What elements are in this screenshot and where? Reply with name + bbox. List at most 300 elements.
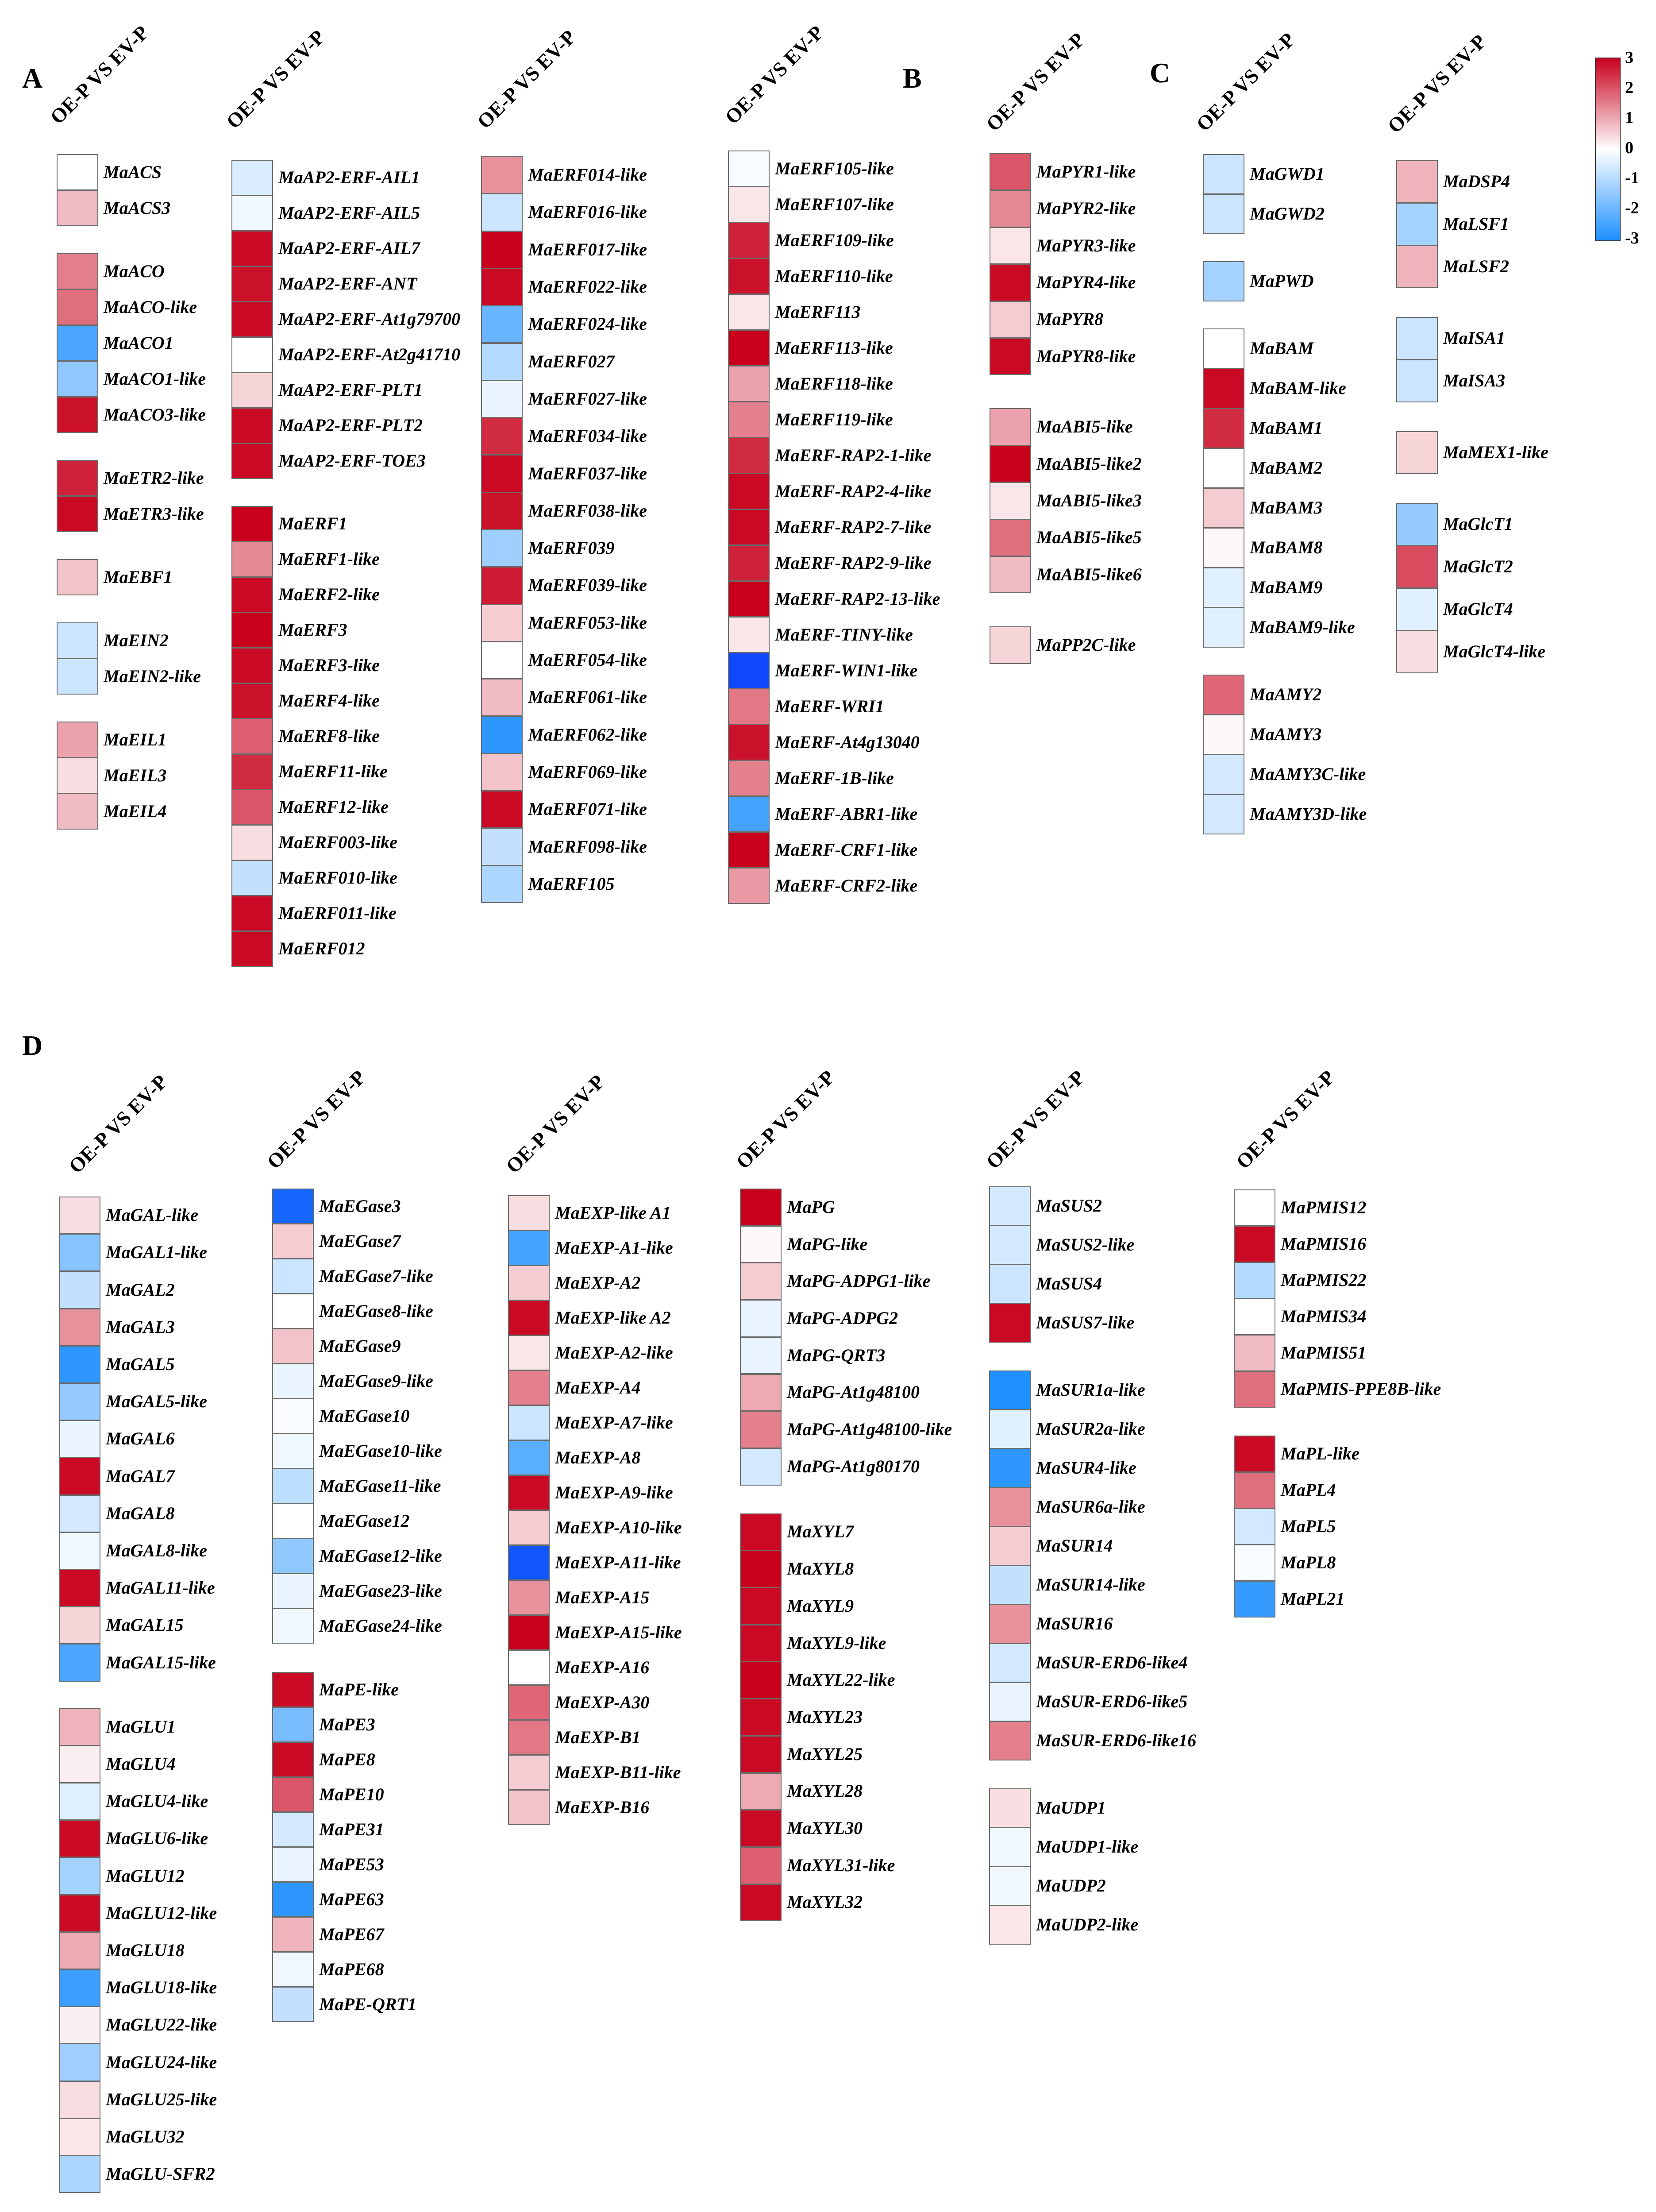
gene-label: MaEBF1 (104, 567, 173, 587)
gene-label: MaERF034-like (528, 426, 647, 446)
heatmap-cell (481, 679, 523, 716)
heatmap-cell (481, 716, 523, 754)
gene-label: MaEGase7-like (319, 1266, 433, 1286)
legend-tick: 0 (1625, 139, 1633, 157)
gene-label: MaPG (787, 1197, 835, 1217)
heatmap-cell (59, 1234, 100, 1271)
heatmap-cell (1203, 368, 1244, 409)
gene-label: MaPE31 (319, 1819, 384, 1839)
heatmap-cell (1396, 160, 1438, 203)
heatmap-cell (989, 1303, 1031, 1343)
heatmap-cell (272, 1224, 314, 1259)
gene-label: MaEGase12 (319, 1510, 410, 1531)
gene-label: MaGlcT2 (1443, 556, 1513, 576)
gene-label: MaERF119-like (775, 409, 893, 429)
gene-label: MaXYL7 (787, 1521, 854, 1542)
gene-label: MaERF022-like (528, 277, 647, 297)
heatmap-cell (481, 268, 523, 306)
gene-label: MaACO1-like (104, 368, 206, 389)
gene-label: MaXYL23 (787, 1706, 863, 1727)
gene-label: MaUDP2 (1036, 1876, 1106, 1895)
gene-label: MaGLU-SFR2 (106, 2164, 215, 2184)
column-header: OE-P VS EV-P (222, 25, 329, 133)
gene-label: MaPE3 (319, 1714, 375, 1734)
gene-label: MaERF-WRI1 (775, 696, 884, 716)
gene-label: MaBAM-like (1250, 378, 1346, 398)
heatmap-cell (272, 1987, 314, 2022)
gene-label: MaETR3-like (104, 503, 204, 524)
heatmap-cell (728, 222, 770, 259)
heatmap-cell (272, 1189, 314, 1224)
gene-label: MaEXP-A15 (555, 1587, 650, 1607)
heatmap-cell (990, 408, 1031, 445)
heatmap-cell (59, 2043, 100, 2081)
heatmap-cell (59, 1309, 100, 1346)
heatmap-cell (481, 529, 523, 567)
gene-label: MaERF053-like (528, 612, 647, 633)
heatmap-cell (272, 1917, 314, 1952)
heatmap-cell (989, 1186, 1031, 1226)
gene-label: MaEGase10 (319, 1405, 410, 1426)
gene-label: MaERF027 (528, 351, 615, 371)
heatmap-cell (57, 559, 98, 595)
gene-label: MaEXP-A4 (555, 1377, 641, 1397)
heatmap-cell (740, 1513, 782, 1551)
heatmap-cell (990, 264, 1031, 301)
heatmap-cell (59, 1606, 100, 1644)
column-header: OE-P VS EV-P (64, 1070, 172, 1178)
gene-label: MaERF024-like (528, 314, 647, 334)
heatmap-cell (508, 1370, 550, 1405)
column-header: OE-P VS EV-P (1383, 30, 1490, 138)
gene-label: MaPG-ADPG2 (787, 1308, 898, 1328)
gene-label: MaGAL1-like (106, 1242, 207, 1262)
heatmap-cell (728, 617, 770, 653)
heatmap-cell (1234, 1544, 1275, 1581)
gene-label: MaBAM8 (1250, 537, 1323, 557)
heatmap-cell (272, 1468, 314, 1504)
gene-label: MaABI5-like (1036, 417, 1133, 437)
gene-label: MaBAM2 (1250, 458, 1323, 478)
heatmap-cell (989, 1409, 1031, 1449)
heatmap-cell (1203, 408, 1244, 448)
heatmap-cell (508, 1405, 550, 1440)
gene-label: MaUDP1-like (1036, 1837, 1139, 1857)
heatmap-cell (57, 361, 98, 397)
heatmap-cell (272, 1433, 314, 1469)
heatmap-cell (231, 718, 273, 754)
gene-label: MaPE8 (319, 1749, 375, 1769)
gene-label: MaSUR14 (1036, 1536, 1113, 1556)
gene-label: MaSUR-ERD6-like5 (1036, 1691, 1188, 1711)
gene-label: MaGAL8 (106, 1503, 175, 1523)
heatmap-cell (272, 1538, 314, 1574)
heatmap-cell (728, 868, 770, 904)
heatmap-cell (57, 190, 98, 226)
heatmap-cell (272, 1398, 314, 1434)
gene-label: MaPMIS-PPE8B-like (1281, 1379, 1441, 1399)
gene-label: MaEGase9-like (319, 1370, 433, 1391)
heatmap-cell (1396, 588, 1438, 631)
gene-label: MaPE-QRT1 (319, 1994, 416, 2014)
gene-label: MaSUR6a-like (1036, 1497, 1145, 1517)
gene-label: MaERF109-like (775, 230, 894, 250)
heatmap-cell (57, 154, 98, 190)
heatmap-cell (1234, 1436, 1275, 1472)
heatmap-cell (59, 1197, 100, 1234)
heatmap-cell (1234, 1472, 1275, 1509)
heatmap-cell (728, 832, 770, 868)
heatmap-cell (740, 1847, 782, 1884)
heatmap-cell (59, 1532, 100, 1570)
heatmap-cell (1203, 261, 1244, 301)
heatmap-cell (272, 1952, 314, 1987)
gene-label: MaERF113-like (775, 337, 893, 358)
gene-label: MaPG-QRT3 (787, 1345, 886, 1365)
heatmap-cell (481, 567, 523, 604)
gene-label: MaERF-CRF1-like (775, 839, 918, 860)
gene-label: MaGAL5-like (106, 1391, 207, 1412)
heatmap-cell (272, 1812, 314, 1847)
gene-label: MaEGase10-like (319, 1440, 442, 1461)
gene-label: MaEXP-A7-like (555, 1412, 673, 1432)
legend-tick: -3 (1625, 229, 1639, 247)
color-scale-legend (1595, 58, 1621, 241)
heatmap-cell (272, 1742, 314, 1777)
heatmap-cell (481, 753, 523, 791)
heatmap-cell (231, 541, 273, 577)
heatmap-cell (728, 366, 770, 402)
gene-label: MaAMY3C-like (1250, 764, 1366, 784)
heatmap-cell (1234, 1298, 1275, 1335)
gene-label: MaBAM1 (1250, 418, 1323, 438)
gene-label: MaEGase12-like (319, 1545, 442, 1566)
heatmap-cell (231, 337, 273, 373)
heatmap-cell (728, 724, 770, 760)
heatmap-cell (740, 1699, 782, 1736)
heatmap-cell (740, 1374, 782, 1412)
heatmap-cell (989, 1225, 1031, 1265)
heatmap-cell (508, 1475, 550, 1510)
heatmap-cell (508, 1335, 550, 1370)
gene-label: MaSUR1a-like (1036, 1380, 1145, 1400)
heatmap-cell (59, 1383, 100, 1421)
gene-label: MaERF-ABR1-like (775, 803, 918, 824)
heatmap-cell (508, 1650, 550, 1685)
heatmap-cell (481, 156, 523, 194)
gene-label: MaPMIS12 (1281, 1197, 1367, 1217)
heatmap-cell (272, 1777, 314, 1812)
gene-label: MaXYL25 (787, 1744, 863, 1764)
heatmap-cell (1234, 1226, 1275, 1262)
heatmap-cell (1203, 154, 1244, 194)
gene-label: MaPYR2-like (1036, 198, 1136, 219)
gene-label: MaERF110-like (775, 266, 893, 286)
heatmap-cell (481, 641, 523, 679)
gene-label: MaERF11-like (278, 761, 388, 781)
gene-label: MaGlcT1 (1443, 514, 1513, 534)
heatmap-cell (59, 1495, 100, 1533)
gene-label: MaGWD2 (1250, 204, 1325, 224)
gene-label: MaERF062-like (528, 724, 647, 745)
heatmap-cell (1396, 203, 1438, 246)
gene-label: MaEXP-B11-like (555, 1762, 681, 1782)
gene-label: MaABI5-like6 (1036, 564, 1142, 584)
gene-label: MaERF039-like (528, 575, 647, 595)
gene-label: MaERF105 (528, 873, 615, 894)
heatmap-cell (989, 1866, 1031, 1906)
panel-label-b: B (903, 62, 922, 94)
gene-label: MaEXP-A11-like (555, 1552, 681, 1572)
gene-label: MaPE63 (319, 1889, 384, 1909)
heatmap-cell (989, 1565, 1031, 1605)
heatmap-cell (990, 626, 1031, 664)
heatmap-cell (231, 160, 273, 196)
gene-label: MaSUS2-like (1036, 1235, 1135, 1255)
column-header: OE-P VS EV-P (982, 1065, 1089, 1174)
gene-label: MaGLU12 (106, 1865, 185, 1886)
gene-label: MaEXP-B16 (555, 1797, 650, 1817)
heatmap-cell (231, 825, 273, 861)
gene-label: MaERF118-like (775, 373, 893, 394)
gene-label: MaEXP-A16 (555, 1657, 650, 1677)
heatmap-cell (990, 153, 1031, 190)
gene-label: MaGAL15-like (106, 1652, 216, 1672)
gene-label: MaGAL-like (106, 1205, 198, 1225)
legend-tick: -1 (1625, 169, 1639, 187)
gene-label: MaPMIS34 (1281, 1306, 1367, 1326)
gene-label: MaAP2-ERF-AIL5 (278, 203, 420, 223)
gene-label: MaACS (104, 162, 162, 182)
heatmap-cell (740, 1337, 782, 1374)
legend-tick: 3 (1625, 48, 1633, 67)
gene-label: MaACO (104, 261, 165, 281)
gene-label: MaSUS2 (1036, 1196, 1102, 1216)
gene-label: MaERF-RAP2-9-like (775, 552, 932, 573)
heatmap-cell (1234, 1371, 1275, 1408)
gene-label: MaAP2-ERF-At1g79700 (278, 309, 461, 329)
gene-label: MaGLU25-like (106, 2089, 217, 2109)
heatmap-cell (57, 496, 98, 532)
gene-label: MaERF12-like (278, 797, 389, 817)
gene-label: MaSUR-ERD6-like4 (1036, 1652, 1188, 1672)
heatmap-cell (59, 1745, 100, 1783)
heatmap-cell (481, 193, 523, 231)
panel-label-c: C (1150, 57, 1171, 89)
gene-label: MaAMY2 (1250, 684, 1322, 704)
gene-label: MaERF-At4g13040 (775, 732, 920, 752)
heatmap-cell (59, 1644, 100, 1681)
heatmap-cell (740, 1550, 782, 1588)
heatmap-cell (728, 186, 770, 223)
gene-label: MaEXP-A2 (555, 1272, 641, 1293)
gene-label: MaEXP-A10-like (555, 1517, 682, 1537)
heatmap-cell (272, 1363, 314, 1399)
heatmap-cell (1234, 1335, 1275, 1371)
gene-label: MaGLU32 (106, 2126, 185, 2146)
panel-label-a: A (22, 62, 43, 94)
gene-label: MaEXP-B1 (555, 1727, 641, 1747)
heatmap-cell (481, 604, 523, 642)
gene-label: MaBAM9 (1250, 577, 1323, 597)
gene-label: MaEXP-A1-like (555, 1237, 673, 1258)
heatmap-cell (1203, 675, 1244, 715)
gene-label: MaBAM9-like (1250, 617, 1355, 637)
heatmap-cell (990, 556, 1031, 593)
gene-label: MaERF1-like (278, 549, 380, 569)
gene-label: MaPE67 (319, 1924, 384, 1944)
heatmap-cell (59, 1569, 100, 1607)
legend-tick: 2 (1625, 78, 1633, 97)
heatmap-cell (231, 754, 273, 790)
gene-label: MaISA3 (1443, 371, 1506, 390)
heatmap-cell (1203, 754, 1244, 795)
gene-label: MaPE53 (319, 1854, 384, 1874)
gene-label: MaEGase8-like (319, 1301, 433, 1321)
gene-label: MaEXP-like A2 (555, 1307, 671, 1328)
heatmap-cell (481, 828, 523, 865)
heatmap-cell (1203, 607, 1244, 648)
column-header: OE-P VS EV-P (46, 21, 153, 129)
heatmap-cell (272, 1847, 314, 1882)
column-header: OE-P VS EV-P (720, 21, 828, 129)
heatmap-cell (508, 1300, 550, 1336)
heatmap-cell (728, 401, 770, 438)
heatmap-cell (231, 896, 273, 931)
gene-label: MaPE68 (319, 1959, 384, 1979)
gene-label: MaAP2-ERF-TOE3 (278, 451, 426, 471)
heatmap-cell (508, 1685, 550, 1720)
heatmap-cell (57, 397, 98, 433)
gene-label: MaPL21 (1281, 1589, 1345, 1609)
heatmap-cell (728, 437, 770, 474)
heatmap-cell (481, 791, 523, 828)
gene-label: MaGAL11-like (106, 1578, 215, 1598)
heatmap-cell (740, 1226, 782, 1263)
heatmap-cell (231, 301, 273, 337)
heatmap-cell (1203, 567, 1244, 608)
gene-label: MaUDP1 (1036, 1798, 1106, 1818)
gene-label: MaGlcT4 (1443, 599, 1513, 619)
heatmap-cell (728, 652, 770, 689)
heatmap-cell (231, 683, 273, 719)
heatmap-cell (1396, 431, 1438, 474)
gene-label: MaERF012 (278, 938, 365, 958)
heatmap-cell (990, 301, 1031, 338)
heatmap-cell (508, 1720, 550, 1755)
heatmap-cell (989, 1788, 1031, 1828)
heatmap-cell (728, 294, 770, 330)
gene-label: MaGlcT4-like (1443, 641, 1546, 661)
heatmap-cell (59, 1969, 100, 2007)
gene-label: MaERF003-like (278, 832, 397, 852)
gene-label: MaEXP-like A1 (555, 1202, 671, 1223)
gene-label: MaERF037-like (528, 463, 647, 483)
heatmap-cell (59, 1820, 100, 1857)
gene-label: MaERF105-like (775, 158, 894, 178)
heatmap-cell (989, 1905, 1031, 1945)
heatmap-cell (481, 380, 523, 418)
gene-label: MaSUR16 (1036, 1614, 1113, 1633)
heatmap-cell (740, 1736, 782, 1773)
gene-label: MaERF098-like (528, 836, 647, 857)
heatmap-cell (740, 1300, 782, 1337)
heatmap-cell (231, 931, 273, 967)
heatmap-cell (57, 757, 98, 794)
heatmap-cell (59, 2081, 100, 2119)
gene-label: MaEGase3 (319, 1196, 401, 1216)
gene-label: MaERF039 (528, 538, 615, 558)
heatmap-cell (231, 860, 273, 896)
heatmap-cell (59, 2118, 100, 2156)
gene-label: MaPYR4-like (1036, 272, 1136, 292)
heatmap-cell (57, 289, 98, 325)
heatmap-cell (1396, 245, 1438, 288)
heatmap-cell (740, 1810, 782, 1847)
gene-label: MaPE10 (319, 1784, 384, 1804)
gene-label: MaAP2-ERF-AIL1 (278, 167, 420, 187)
gene-label: MaLSF2 (1443, 256, 1509, 276)
gene-label: MaPWD (1250, 271, 1314, 291)
gene-label: MaXYL22-like (787, 1670, 895, 1690)
gene-label: MaAMY3 (1250, 724, 1322, 744)
heatmap-cell (231, 266, 273, 302)
gene-label: MaERF8-like (278, 726, 380, 746)
gene-label: MaSUS4 (1036, 1274, 1102, 1293)
gene-label: MaEXP-A30 (555, 1692, 650, 1712)
gene-label: MaEGase23-like (319, 1580, 442, 1601)
gene-label: MaGLU24-like (106, 2052, 217, 2072)
gene-label: MaPYR8 (1036, 309, 1104, 329)
heatmap-cell (272, 1328, 314, 1364)
heatmap-cell (272, 1882, 314, 1917)
heatmap-cell (989, 1487, 1031, 1527)
heatmap-cell (272, 1608, 314, 1644)
gene-label: MaPL8 (1281, 1552, 1336, 1572)
heatmap-cell (989, 1721, 1031, 1760)
gene-label: MaEXP-A2-like (555, 1342, 673, 1363)
heatmap-cell (508, 1545, 550, 1580)
gene-label: MaPG-At1g48100-like (787, 1419, 952, 1440)
gene-label: MaPE-like (319, 1679, 399, 1699)
gene-label: MaERF-RAP2-7-like (775, 517, 932, 537)
heatmap-cell (1396, 359, 1438, 402)
heatmap-cell (989, 1604, 1031, 1644)
gene-label: MaSUR14-like (1036, 1575, 1145, 1594)
heatmap-cell (231, 506, 273, 542)
panel-label-d: D (22, 1030, 43, 1061)
heatmap-cell (272, 1672, 314, 1707)
gene-label: MaPG-ADPG1-like (787, 1271, 931, 1291)
gene-label: MaXYL8 (787, 1559, 854, 1579)
gene-label: MaERF010-like (278, 868, 397, 888)
column-header: OE-P VS EV-P (473, 25, 580, 133)
heatmap-cell (989, 1682, 1031, 1722)
heatmap-cell (481, 231, 523, 269)
gene-label: MaERF1 (278, 513, 347, 533)
heatmap-cell (1234, 1508, 1275, 1545)
gene-label: MaPL4 (1281, 1480, 1336, 1500)
gene-label: MaXYL28 (787, 1781, 863, 1801)
gene-label: MaABI5-like5 (1036, 527, 1142, 548)
gene-label: MaERF2-like (278, 584, 380, 604)
gene-label: MaERF113 (775, 301, 861, 322)
heatmap-cell (59, 1857, 100, 1895)
heatmap-cell (231, 789, 273, 825)
heatmap-cell (508, 1440, 550, 1475)
gene-label: MaGLU22-like (106, 2015, 217, 2035)
heatmap-cell (231, 577, 273, 613)
